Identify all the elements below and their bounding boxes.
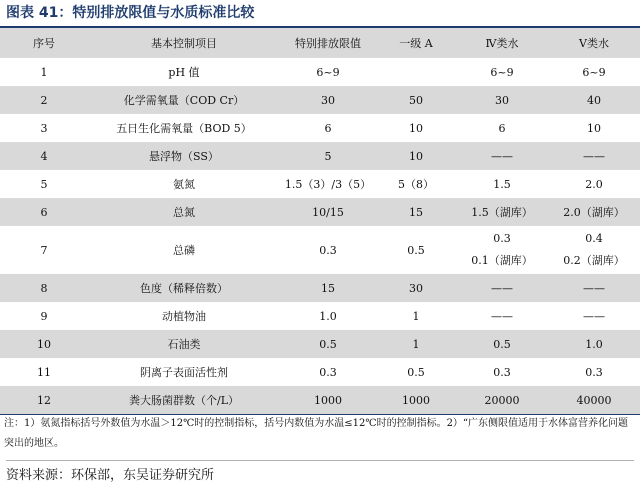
row-number: 3 (40, 121, 48, 135)
control-item: 氨氮 (173, 178, 195, 191)
header-cell: 一级 A (376, 28, 456, 58)
control-item: 总磷 (173, 244, 195, 257)
row-number: 6 (0, 198, 88, 226)
row-number: 2 (0, 86, 88, 114)
table-row (0, 226, 640, 274)
table-row (0, 386, 640, 415)
table-row (0, 302, 640, 330)
row-number: 8 (0, 274, 88, 302)
row-number: 10 (0, 330, 88, 358)
row-number: 11 (37, 365, 51, 379)
grade-a-limit: 50 (376, 86, 456, 114)
comparison-table (0, 28, 640, 415)
class-v-limit: 1.0 (548, 330, 640, 358)
grade-a-limit: 1 (376, 330, 456, 358)
header-cell: 基本控制项目 (88, 28, 280, 58)
special-limit: 1.0 (319, 309, 337, 323)
grade-a-limit: 10 (376, 142, 456, 170)
figure-title: 图表 41：特别排放限值与水质标准比较 (6, 5, 255, 21)
class-v-limit: —— (548, 274, 640, 302)
class-iv-limit: 20000 (456, 386, 548, 415)
class-v-cell (548, 226, 640, 274)
special-limit: 15 (280, 274, 376, 302)
class-iv-limit: 0.5 (456, 330, 548, 358)
grade-a-limit (376, 58, 456, 86)
row-number: 4 (0, 142, 88, 170)
control-item: 阴离子表面活性剂 (140, 366, 228, 379)
class-v-limit: —— (583, 309, 605, 323)
special-limit: 0.3 (319, 243, 337, 257)
control-item: 动植物油 (162, 310, 206, 323)
row-number: 12 (0, 386, 88, 415)
header-cell: Ⅴ类水 (548, 28, 640, 58)
special-limit: 6 (324, 121, 332, 135)
class-iv-cell (456, 226, 548, 274)
table-footnote: 注：1）氨氮指标括号外数值为水温＞12℃时的控制指标，括号内数值为水温≤12℃时的控制指标。2）“广东侧限值适用于水体富营养化问题突出的地区。 (4, 418, 629, 449)
grade-a-limit: 30 (376, 274, 456, 302)
class-iv-limit: 0.3 (493, 232, 511, 245)
special-limit: 6~9 (316, 65, 340, 79)
special-limit: 1.5（3）/3（5） (284, 178, 372, 191)
table-header-row (0, 28, 640, 58)
special-limit: 0.3 (319, 365, 337, 379)
control-item: 悬浮物（SS） (88, 142, 280, 170)
row-number: 7 (40, 243, 48, 257)
class-v-limit: 40000 (548, 386, 640, 415)
grade-a-limit: 10 (409, 121, 423, 135)
table-row (0, 274, 640, 302)
table-row (0, 198, 640, 226)
class-v-limit: 0.4 (585, 232, 603, 245)
class-iv-limit: 1.5（湖库） (456, 198, 548, 226)
grade-a-limit: 0.5 (407, 243, 425, 257)
class-iv-limit: —— (491, 309, 513, 323)
control-item: 石油类 (88, 330, 280, 358)
class-iv-limit: 1.5 (493, 177, 511, 191)
control-item: 五日生化需氧量（BOD 5） (116, 122, 252, 135)
table-row (0, 86, 640, 114)
grade-a-limit: 1 (412, 309, 420, 323)
header-cell: 特别排放限值 (280, 28, 376, 58)
class-v-limit: 40 (548, 86, 640, 114)
table-row (0, 170, 640, 198)
control-item: 总氮 (88, 198, 280, 226)
special-limit: 10/15 (280, 198, 376, 226)
table-row (0, 58, 640, 86)
grade-a-limit: 5（8） (398, 178, 434, 191)
control-item: 色度（稀释倍数） (88, 274, 280, 302)
header-cell: Ⅳ类水 (456, 28, 548, 58)
class-iv-limit: 0.3 (493, 365, 511, 379)
data-source: 资料来源：环保部，东吴证券研究所 (6, 460, 634, 491)
table-row (0, 358, 640, 386)
class-v-limit: 2.0 (585, 177, 603, 191)
special-limit: 30 (280, 86, 376, 114)
class-iv-lake-limit: 0.1（湖库） (471, 254, 533, 267)
class-v-limit: —— (548, 142, 640, 170)
row-number: 1 (40, 65, 48, 79)
row-number: 5 (40, 177, 48, 191)
table-row (0, 142, 640, 170)
class-iv-limit: 6~9 (490, 65, 514, 79)
control-item: pH 值 (168, 66, 200, 79)
table-row (0, 114, 640, 142)
header-cell: 序号 (0, 28, 88, 58)
grade-a-limit: 1000 (376, 386, 456, 415)
grade-a-limit: 0.5 (407, 365, 425, 379)
class-iv-limit: 30 (456, 86, 548, 114)
special-limit: 0.5 (280, 330, 376, 358)
class-v-lake-limit: 0.2（湖库） (563, 254, 625, 267)
table-row (0, 330, 640, 358)
class-v-limit: 6~9 (582, 65, 606, 79)
control-item: 化学需氧量（COD Cr） (88, 86, 280, 114)
class-v-limit: 10 (587, 121, 601, 135)
class-iv-limit: —— (456, 274, 548, 302)
class-iv-limit: —— (456, 142, 548, 170)
control-item: 粪大肠菌群数（个/L） (88, 386, 280, 415)
class-v-limit: 2.0（湖库） (548, 198, 640, 226)
class-iv-limit: 6 (498, 121, 506, 135)
special-limit: 5 (280, 142, 376, 170)
class-v-limit: 0.3 (585, 365, 603, 379)
grade-a-limit: 15 (376, 198, 456, 226)
special-limit: 1000 (280, 386, 376, 415)
row-number: 9 (40, 309, 48, 323)
